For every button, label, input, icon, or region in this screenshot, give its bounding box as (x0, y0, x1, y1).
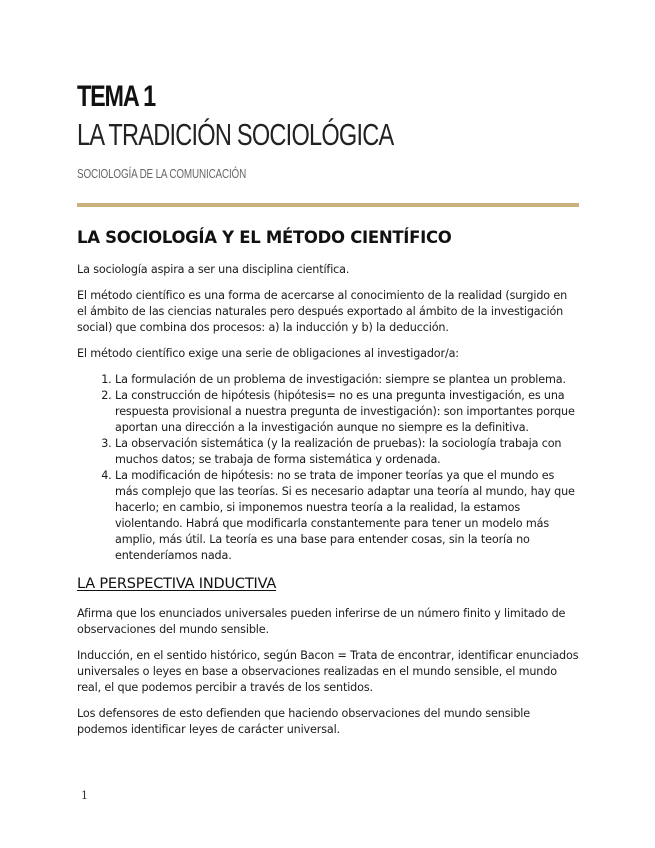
paragraph: Afirma que los enunciados universales pueden inferirse de un número finito y limitado de observaciones del mundo sensible. (77, 607, 566, 636)
list-item: 1. La formulación de un problema de investigación: siempre se plantea un problema. (115, 372, 579, 388)
paragraph: El método científico exige una serie de obligaciones al investigador/a: (77, 347, 459, 360)
topic-heading: TEMA 1 (77, 80, 155, 113)
list-item: 3. La observación sistemática (y la realización de pruebas): la sociología trabaja con muchos datos; se trabaja de forma sistemática y ordenada. (115, 436, 579, 468)
section-heading-method: LA SOCIOLOGÍA Y EL MÉTODO CIENTÍFICO (77, 228, 452, 247)
list-item: 4. La modificación de hipótesis: no se trata de imponer teorías ya que el mundo es más complejo que las teorías. Si es necesario adaptar una teoría al mundo, hay que hacerlo; en cambio, si imponemos nuestra teoría a la realidad, la estamos violentando. Habrá que modificarla constantemente para tener un modelo más amplio, más útil. La teoría es una base para entender cosas, sin la teoría no entenderíamos nada. (115, 468, 579, 564)
obligations-list (77, 372, 579, 564)
paragraph: Los defensores de esto defienden que haciendo observaciones del mundo sensible podemos identificar leyes de carácter universal. (77, 707, 531, 736)
list-item: 2. La construcción de hipótesis (hipótesis= no es una pregunta investigación, es una respuesta provisional a nuestra pregunta de investigación): son importantes porque aportan una dirección a la investigación aunque no siempre es la definitiva. (115, 388, 579, 436)
document-subtitle: SOCIOLOGÍA DE LA COMUNICACIÓN (77, 166, 247, 181)
document-title: LA TRADICIÓN SOCIOLÓGICA (77, 117, 394, 152)
section-heading-inductive: LA PERSPECTIVA INDUCTIVA (77, 576, 277, 592)
paragraph: El método científico es una forma de acercarse al conocimiento de la realidad (surgido en el ámbito de las ciencias naturales pero después exportado al ámbito de la investigación social) que combina dos procesos: a) la inducción y b) la deducción. (77, 289, 568, 334)
header-divider (77, 203, 579, 207)
document-body (77, 226, 579, 748)
paragraph: Inducción, en el sentido histórico, según Bacon = Trata de encontrar, identificar enunciados universales o leyes en base a observaciones realizadas en el mundo sensible, el mundo real, el que podemos percibir a través de los sentidos. (77, 649, 579, 694)
paragraph: La sociología aspira a ser una disciplina científica. (77, 263, 350, 276)
page-number: 1 (81, 789, 88, 802)
